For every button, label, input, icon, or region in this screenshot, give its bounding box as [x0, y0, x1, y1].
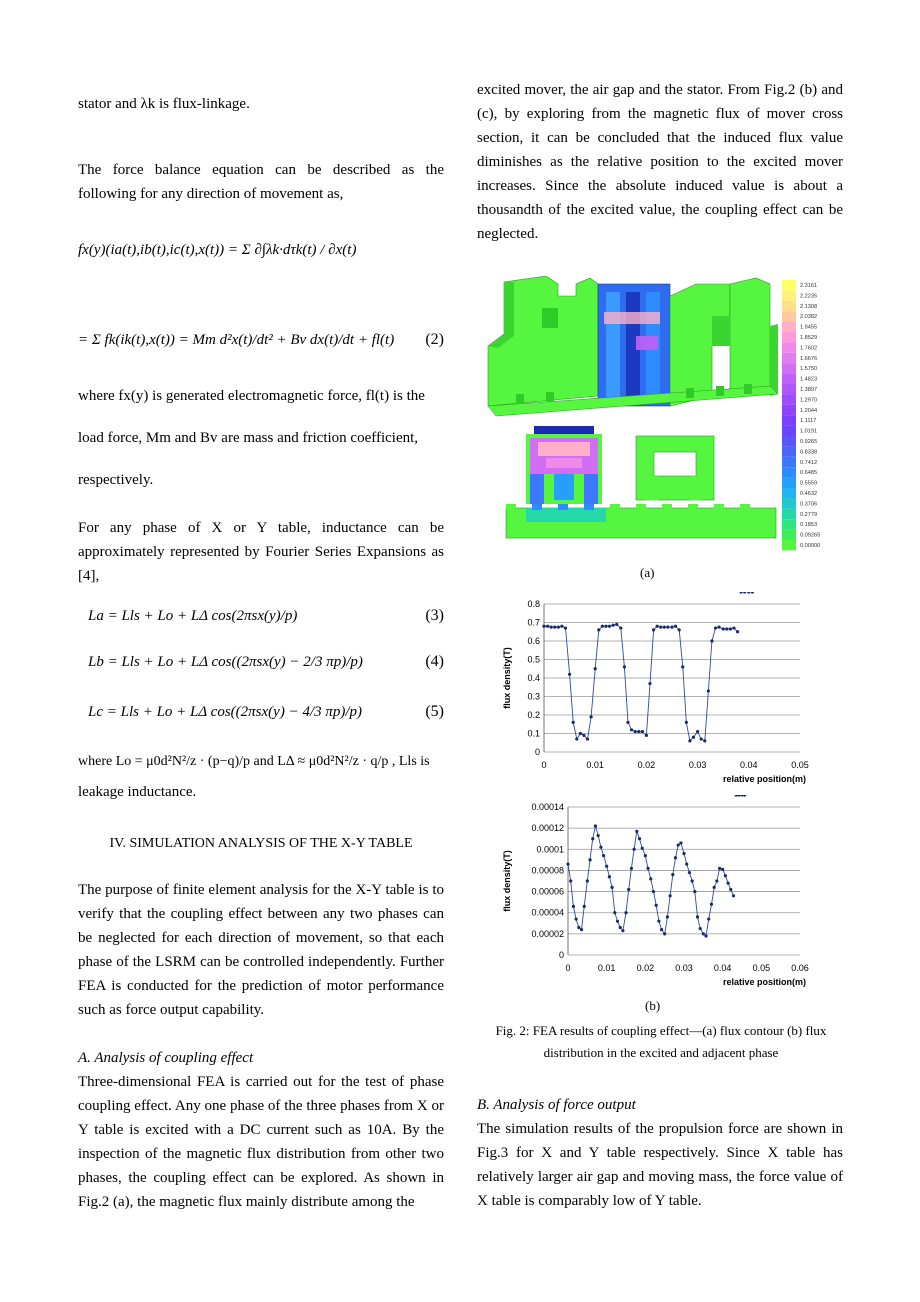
x-tick-label: 0.01 [586, 760, 604, 770]
legend-value: 1.0191 [800, 428, 818, 435]
figure-caption: Fig. 2: FEA results of coupling effect—(a) flux contour (b) flux distribution in the excited and adjacent phase [495, 1023, 827, 1060]
equation-3 [78, 594, 444, 636]
data-point [710, 903, 713, 906]
data-point [624, 911, 627, 914]
legend-value: 2.1308 [800, 303, 818, 310]
legend-value: 1.5750 [800, 366, 818, 373]
data-point [707, 917, 710, 920]
y-tick-label: 0.7 [527, 617, 540, 628]
legend-swatch [782, 342, 796, 352]
color-scale-legend [782, 280, 820, 550]
y-tick-label: 0.0001 [536, 844, 564, 855]
x-tick-label: 0.03 [675, 963, 693, 973]
data-point [604, 625, 607, 628]
legend-value: 0.09265 [800, 532, 821, 539]
data-point [685, 862, 688, 865]
data-point [655, 904, 658, 907]
data-point [674, 856, 677, 859]
legend-value: 1.1117 [800, 418, 817, 425]
x-tick-label: 0.01 [597, 963, 616, 973]
legend-value: 0.9265 [800, 439, 818, 445]
equation-4 [78, 636, 444, 686]
y-tick-label: 0.6 [527, 636, 540, 646]
data-point [663, 932, 666, 935]
legend-swatch [782, 509, 796, 519]
paragraph-inductance: For any phase of X or Y table, inductance can be approximately represented by Fourier Series Expansions as [4], [78, 520, 444, 584]
legend-value: 0.8338 [800, 449, 818, 456]
data-point [702, 932, 705, 935]
legend-swatch [782, 426, 796, 436]
legend-swatch [782, 488, 796, 498]
data-point [588, 858, 591, 861]
legend-swatch [782, 457, 796, 467]
legend-swatch [782, 311, 796, 321]
data-point [724, 874, 727, 877]
data-point [718, 867, 721, 870]
data-point [696, 915, 699, 918]
legend-swatch [782, 498, 796, 508]
x-tick-label: 0 [541, 760, 547, 770]
data-point [550, 626, 553, 629]
x-axis-label: relative position(m) [722, 977, 806, 987]
data-point [714, 626, 717, 629]
y-tick-label: 0.00012 [531, 823, 564, 834]
legend-value: 1.6676 [800, 355, 818, 362]
legend-value: 1.7602 [800, 345, 818, 352]
data-point [590, 715, 593, 718]
data-point [594, 824, 597, 827]
y-tick-label: 0.5 [527, 654, 540, 665]
equation-3-text: La = Lls + Lo + LΔ cos(2πsx(y)/p) [88, 608, 298, 624]
data-point [564, 626, 567, 629]
data-point [582, 734, 585, 737]
data-point [657, 920, 660, 923]
x-tick-label: 0.03 [688, 760, 707, 770]
y-tick-label: 0.00002 [531, 928, 564, 939]
legend-value: 1.8529 [800, 335, 818, 341]
figure-a-label: (a) [640, 565, 655, 580]
data-point [635, 830, 638, 833]
data-point [575, 917, 578, 920]
data-point [623, 665, 626, 668]
data-point [736, 630, 739, 633]
equation-2-number: (2) [425, 331, 444, 348]
left-column [78, 78, 444, 1214]
data-point [633, 848, 636, 851]
legend-value: 0.7412 [800, 459, 818, 466]
paragraph-where-1: where fx(y) is generated electromagnetic force, fl(t) is the [78, 388, 425, 404]
data-point [666, 626, 669, 629]
data-point [700, 737, 703, 740]
equation-1-text: fx(y)(ia(t),ib(t),ic(t),x(t)) = Σ ∂∫λk·dτk(t) / ∂x(t) [78, 242, 357, 258]
data-point [751, 592, 754, 594]
data-point [740, 592, 743, 594]
x-tick-label: 0.05 [752, 963, 771, 973]
legend-swatch [782, 290, 796, 300]
data-point [718, 626, 721, 629]
data-point [553, 626, 556, 629]
data-point [630, 728, 633, 731]
data-point [583, 905, 586, 908]
data-point [644, 854, 647, 857]
y-tick-label: 0.00006 [531, 886, 564, 897]
legend-swatch [782, 394, 796, 404]
data-point [735, 795, 738, 797]
flux-density-chart-excited [498, 592, 830, 792]
data-point [670, 626, 673, 629]
equation-2-text: = Σ fk(ik(t),x(t)) = Mm d²x(t)/dt² + Bv dx(t)/dt + fl(t) [78, 332, 395, 348]
paragraph-purpose: The purpose of finite element analysis for the X-Y table is to verify that the coupling effect between any two phases can be neglected for each direction of movement, so that each phase of the LSRM can be controlled independently. Further FEA is conducted for the prediction of motor performance such as force output capability. [78, 882, 444, 1018]
data-point [740, 795, 743, 797]
legend-swatch [782, 467, 796, 477]
y-tick-label: 0.3 [527, 691, 540, 702]
legend-value: 0.1853 [800, 522, 818, 529]
data-point [613, 911, 616, 914]
data-point [586, 737, 589, 740]
data-point [608, 875, 611, 878]
legend-swatch [782, 322, 796, 332]
data-point [732, 894, 735, 897]
paragraph-where-4: where Lo = μ0d²N²/z · (p−q)/p and LΔ ≈ μ0d²N²/z · q/p , Lls is [78, 754, 430, 769]
paragraph-where-3: respectively. [78, 472, 154, 488]
paragraph-force-balance: The force balance equation can be described as the following for any direction of movement as, [78, 162, 444, 202]
equation-5-text: Lc = Lls + Lo + LΔ cos((2πsx(y) − 4/3 πp)/p) [88, 704, 363, 720]
data-point [575, 737, 578, 740]
equation-4-text: Lb = Lls + Lo + LΔ cos((2πsx(y) − 2/3 πp)/p) [88, 654, 363, 670]
data-point [679, 841, 682, 844]
data-point [594, 667, 597, 670]
legend-value: 0.4632 [800, 491, 818, 497]
legend-value: 0.00000 [800, 543, 821, 549]
data-point [663, 626, 666, 629]
data-point [688, 739, 691, 742]
y-axis-label: flux density(T) [502, 850, 512, 912]
data-point [696, 730, 699, 733]
data-point [659, 626, 662, 629]
data-point [602, 854, 605, 857]
y-tick-label: 0.00014 [531, 802, 564, 812]
paragraph-3d-fea: Three-dimensional FEA is carried out for the test of phase coupling effect. Any one phase of the three phases from X or Y table is excited with a DC current such as 10A. By the inspection of the magnetic flux distribution from other two phases, the coupling effect can be explored. As shown in Fig.2 (a), the magnetic flux mainly distribute among the [78, 1074, 444, 1210]
y-tick-label: 0 [558, 950, 564, 960]
fea-3d-model [488, 276, 778, 416]
data-point [743, 592, 746, 594]
data-point [715, 879, 718, 882]
data-point [572, 721, 575, 724]
data-point [703, 739, 706, 742]
data-point [591, 837, 594, 840]
data-point [681, 665, 684, 668]
data-point [649, 877, 652, 880]
data-point [722, 627, 725, 630]
y-tick-label: 0.2 [527, 710, 540, 720]
data-point [729, 627, 732, 630]
legend-swatch [782, 405, 796, 415]
paragraph-where-2: load force, Mm and Bv are mass and friction coefficient, [78, 430, 419, 446]
data-point [707, 689, 710, 692]
data-point [737, 795, 740, 797]
x-tick-label: 0.04 [740, 760, 758, 770]
data-point [713, 886, 716, 889]
data-point [568, 673, 571, 676]
data-point [729, 888, 732, 891]
data-point [691, 879, 694, 882]
legend-swatch [782, 301, 796, 311]
section-title: IV. SIMULATION ANALYSIS OF THE X-Y TABLE [109, 836, 413, 851]
y-tick-label: 0.4 [527, 673, 540, 683]
data-point [645, 734, 648, 737]
data-point [630, 867, 633, 870]
x-tick-label: 0 [565, 963, 571, 973]
data-point [725, 627, 728, 630]
data-point [646, 867, 649, 870]
x-tick-label: 0.02 [637, 760, 656, 770]
x-tick-label: 0.02 [636, 963, 655, 973]
equation-5-number: (5) [425, 703, 444, 720]
data-point [666, 915, 669, 918]
equation-2 [78, 314, 444, 370]
legend-swatch [782, 374, 796, 384]
legend-value: 0.6485 [800, 470, 818, 477]
paragraph-force-output: The simulation results of the propulsion force are shown in Fig.3 for X and Y table respectively. Since X table has relatively larger air gap and moving mass, the force value of X table is comparably low of Y table. [477, 1121, 843, 1209]
data-point [682, 852, 685, 855]
legend-swatch [782, 436, 796, 446]
data-point [671, 873, 674, 876]
legend-value: 0.2779 [800, 511, 818, 518]
legend-swatch [782, 280, 796, 290]
data-point [610, 886, 613, 889]
legend-swatch [782, 353, 796, 363]
legend-value: 1.2044 [800, 407, 818, 414]
data-point [652, 890, 655, 893]
data-point [674, 625, 677, 628]
data-point [626, 721, 629, 724]
legend-value: 2.3161 [800, 283, 818, 289]
legend-swatch [782, 384, 796, 394]
data-point [704, 934, 707, 937]
data-point [638, 837, 641, 840]
data-point [692, 736, 695, 739]
x-tick-label: 0.06 [791, 963, 809, 973]
data-point [699, 927, 702, 930]
paragraph-continued: excited mover, the air gap and the stator. From Fig.2 (b) and (c), by exploring from the magnetic flux of mover cross section, it can be concluded that the induced flux value diminishes as the relative position to the excited mover increases. Since the absolute induced value is about a thousandth of the excited value, the coupling effect can be neglected. [477, 82, 843, 242]
y-tick-label: 0.00008 [531, 865, 564, 876]
legend-value: 0.3706 [800, 501, 818, 508]
data-point [601, 625, 604, 628]
data-point [656, 625, 659, 628]
data-point [546, 625, 549, 628]
legend-swatch [782, 446, 796, 456]
legend-swatch [782, 530, 796, 540]
data-point [660, 928, 663, 931]
data-point [572, 905, 575, 908]
legend-value: 2.2235 [800, 293, 818, 300]
data-point [726, 882, 729, 885]
legend-swatch [782, 540, 796, 550]
data-point [685, 721, 688, 724]
data-point [579, 732, 582, 735]
paragraph-leakage: leakage inductance. [78, 784, 197, 800]
figure-b-label: (b) [645, 998, 661, 1013]
y-tick-label: 0.8 [527, 599, 540, 609]
data-point [608, 625, 611, 628]
data-point [641, 847, 644, 850]
legend-value: 1.4823 [800, 376, 818, 383]
legend-swatch [782, 415, 796, 425]
y-axis-label: flux density(T) [502, 647, 512, 709]
data-point [597, 834, 600, 837]
equation-5 [78, 686, 444, 736]
data-point [597, 628, 600, 631]
data-point [542, 625, 545, 628]
data-point [688, 871, 691, 874]
data-point [641, 730, 644, 733]
equation-3-number: (3) [425, 607, 444, 624]
data-point [743, 795, 746, 797]
legend-value: 1.3897 [800, 387, 818, 393]
data-point [557, 626, 560, 629]
legend-swatch [782, 332, 796, 342]
data-point [619, 926, 622, 929]
data-point [605, 865, 608, 868]
legend-value: 2.0382 [800, 314, 818, 321]
y-tick-label: 0.00004 [531, 907, 564, 918]
flux-density-chart-adjacent [498, 795, 830, 995]
x-axis-label: relative position(m) [722, 774, 806, 784]
legend-swatch [782, 519, 796, 529]
legend-swatch [782, 363, 796, 373]
y-tick-label: 0 [534, 747, 540, 757]
data-point [652, 628, 655, 631]
data-point [586, 879, 589, 882]
legend-value: 1.9455 [800, 324, 818, 331]
data-point [648, 682, 651, 685]
data-point [627, 888, 630, 891]
data-point [599, 846, 602, 849]
data-point [569, 879, 572, 882]
data-point [732, 626, 735, 629]
legend-value: 1.2970 [800, 397, 818, 404]
paragraph-intro: stator and λk is flux-linkage. [78, 96, 250, 112]
x-tick-label: 0.05 [791, 760, 809, 770]
data-point [616, 920, 619, 923]
fea-contour-figure [486, 276, 836, 552]
subsection-a-title: A. Analysis of coupling effect [78, 1050, 254, 1066]
y-tick-label: 0.1 [527, 728, 540, 739]
data-point [580, 928, 583, 931]
data-point [721, 868, 724, 871]
data-point [615, 623, 618, 626]
data-point [634, 730, 637, 733]
legend-swatch [782, 478, 796, 488]
legend-value: 0.5559 [800, 480, 818, 487]
data-point [668, 894, 671, 897]
data-point [747, 592, 750, 594]
data-point [621, 929, 624, 932]
data-point [677, 843, 680, 846]
data-point [612, 624, 615, 627]
fea-2d-cross-section [506, 426, 776, 538]
data-point [637, 730, 640, 733]
equation-4-number: (4) [425, 653, 444, 670]
data-point [693, 890, 696, 893]
data-point [577, 926, 580, 929]
data-point [619, 626, 622, 629]
data-point [678, 628, 681, 631]
equation-1 [78, 216, 444, 284]
x-tick-label: 0.04 [713, 963, 732, 973]
data-point [560, 625, 563, 628]
data-point [710, 639, 713, 642]
right-column [477, 78, 843, 246]
data-point [566, 862, 569, 865]
subsection-b-title: B. Analysis of force output [477, 1097, 636, 1113]
subsection-b [477, 1093, 843, 1213]
